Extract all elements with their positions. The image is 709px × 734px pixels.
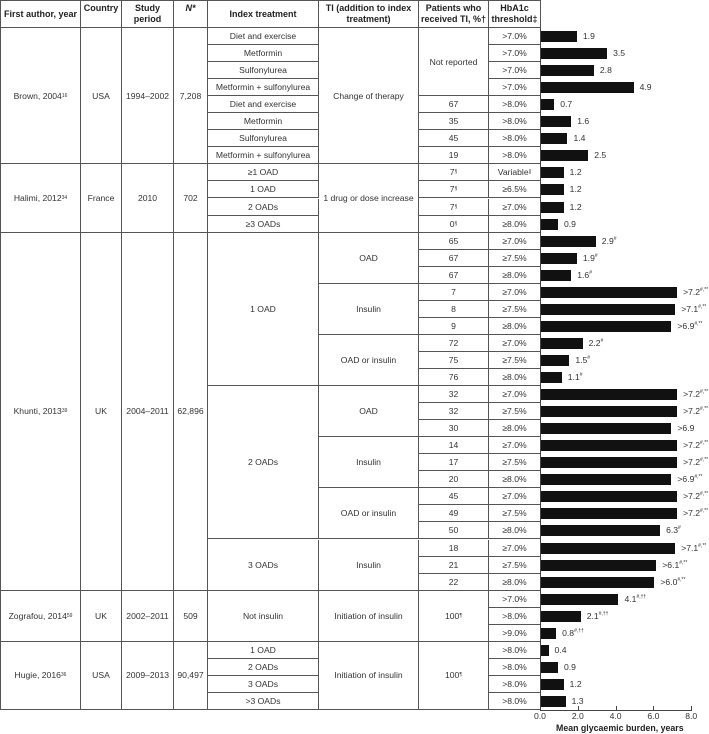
index-treatment: 1 OAD [208,233,319,386]
hba1c-threshold: >7.0% [489,45,541,62]
patients-pct: 7 § [419,164,489,181]
x-tick [540,706,541,710]
bar [541,150,588,161]
bar-value-label: 1.6# [577,269,592,280]
bar-value-label: 3.5 [613,48,626,59]
patients-pct: Not reported [419,28,489,96]
patients-pct: 49 [419,505,489,522]
hba1c-threshold: ≥8.0% [489,574,541,591]
index-treatment: 2 OADs [208,199,319,216]
bar [541,372,562,383]
hba1c-threshold: ≥7.0% [489,540,541,557]
bar [541,594,618,605]
bar [541,355,569,366]
bar [541,508,677,519]
study-author: Khunti, 2013 39 [0,233,81,591]
hba1c-threshold: ≥6.5% [489,181,541,198]
ti-group: Insulin [319,437,419,488]
bar [541,457,677,468]
bar-value-label: 1.4 [573,133,586,144]
patients-pct: 32 [419,403,489,420]
hba1c-threshold: >8.0% [489,130,541,147]
hba1c-threshold: ≥8.0% [489,267,541,284]
study-author: Zografou, 2014 59 [0,591,81,642]
hba1c-threshold: ≥8.0% [489,318,541,335]
hba1c-threshold: >8.0% [489,96,541,113]
bar-value-label: >6.9#,** [677,320,703,331]
header-country-text: Country [83,3,119,13]
ti-group: Initiation of insulin [319,591,419,642]
patients-pct: 20 [419,471,489,488]
bar-value-label: 1.2 [569,184,582,195]
hba1c-threshold: ≥7.0% [489,335,541,352]
index-treatment: ≥1 OAD [208,164,319,181]
ti-group: Initiation of insulin [319,642,419,710]
bar-value-label: 0.7 [560,99,573,110]
bar [541,287,677,298]
index-treatment: Diet and exercise [208,96,319,113]
hba1c-threshold: >7.0% [489,28,541,45]
hba1c-threshold: ≥7.0% [489,386,541,403]
hba1c-threshold: ≥7.5% [489,454,541,471]
bar [541,236,596,247]
hba1c-threshold: >8.0% [489,608,541,625]
bar-value-label: >7.2#,** [683,286,709,297]
patients-pct: 100 ¶ [419,591,489,642]
x-tick-label: 6.0 [647,711,660,721]
ti-group: Insulin [319,284,419,335]
index-treatment: >3 OADs [208,693,319,710]
bar [541,202,564,213]
index-treatment: 2 OADs [208,386,319,539]
hba1c-threshold: ≥8.0% [489,216,541,233]
study-n: 7,208 [174,28,208,164]
hba1c-threshold: ≥7.5% [489,505,541,522]
index-treatment: Metformin [208,113,319,130]
index-treatment: 3 OADs [208,676,319,693]
study-period: 2009–2013 [122,642,174,710]
bar [541,474,671,485]
bar-value-label: 1.2 [569,678,582,689]
index-treatment: Diet and exercise [208,28,319,45]
bar-value-label: 1.2 [569,167,582,178]
bar [541,645,549,656]
hba1c-threshold: ≥7.0% [489,284,541,301]
x-tick [578,706,579,710]
bar-value-label: >6.0#,** [660,576,686,587]
x-axis-label: Mean glycaemic burden, years [556,723,684,733]
bar-value-label: 1.1# [567,372,583,382]
patients-pct: 76 [419,369,489,386]
patients-pct: 30 [419,420,489,437]
bar-value-label: 0.9 [564,661,576,672]
patients-pct: 7 § [419,181,489,198]
header-ti [319,0,419,28]
hba1c-threshold: ≥7.0% [489,437,541,454]
bar [541,82,634,93]
bar-value-label: 1.9 [582,31,595,41]
bar [541,48,607,59]
study-author: Hugie, 2016 36 [0,642,81,710]
bar-value-label: >6.1#,** [662,559,688,570]
bar-value-label: 4.9 [639,82,652,93]
bar-value-label: >7.2#,** [683,406,709,417]
header-index [208,0,319,28]
ti-group: OAD or insulin [319,335,419,386]
bar [541,253,577,264]
bar [541,321,671,332]
patients-pct: 19 [419,147,489,164]
study-n: 702 [174,164,208,232]
patients-pct: 18 [419,540,489,557]
patients-pct: 67 [419,96,489,113]
x-tick-label: 8.0 [685,711,698,721]
bar-value-label: 6.3# [666,525,681,536]
study-author: Halimi, 2012 34 [0,164,81,232]
bar [541,304,675,315]
hba1c-threshold: ≥8.0% [489,420,541,437]
bar [541,184,564,195]
header-country [81,0,122,28]
bar [541,560,656,571]
ti-group: Insulin [319,540,419,591]
bar [541,543,675,554]
hba1c-threshold: >8.0% [489,113,541,130]
bar-value-label: >7.2#,** [683,440,709,451]
study-period: 2004–2011 [122,233,174,591]
hba1c-threshold: >7.0% [489,591,541,608]
patients-pct: 65 [419,233,489,250]
hba1c-threshold: ≥7.5% [489,301,541,318]
patients-pct: 22 [419,574,489,591]
bar-value-label: >7.2#,** [683,389,709,400]
patients-pct: 14 [419,437,489,454]
patients-pct: 50 [419,522,489,539]
bar [541,167,564,178]
x-tick [616,706,617,710]
index-treatment: Not insulin [208,591,319,642]
header-author-text: First author, year [3,8,78,19]
bar-value-label: 2.5 [594,150,607,161]
patients-pct: 17 [419,454,489,471]
bar-value-label: 2.9# [601,235,617,246]
index-treatment: Sulfonylurea [208,62,319,79]
bar [541,423,671,434]
header-patients [419,0,489,28]
bar [541,440,677,451]
study-country: UK [81,591,122,642]
hba1c-threshold: >8.0% [489,693,541,710]
hba1c-threshold: ≥7.0% [489,233,541,250]
hba1c-threshold: ≥8.0% [489,369,541,386]
patients-pct: 100 ¶ [419,642,489,710]
bar [541,491,677,502]
hba1c-threshold: >7.0% [489,62,541,79]
hba1c-threshold: ≥8.0% [489,471,541,488]
header-hba1c [489,0,541,28]
patients-pct: 7 § [419,199,489,216]
x-tick-label: 2.0 [571,711,584,721]
bar-value-label: >7.1#,** [681,303,707,314]
x-tick [653,706,654,710]
bar [541,628,556,639]
patients-pct: 72 [419,335,489,352]
index-treatment: 3 OADs [208,540,319,591]
bar [541,133,567,144]
header-hba1c-text: HbA1c threshold‡ [491,3,538,24]
bar-value-label: 0.4 [554,644,567,655]
study-n: 62,896 [174,233,208,591]
hba1c-threshold: >8.0% [489,659,541,676]
hba1c-threshold: >8.0% [489,676,541,693]
patients-pct: 35 [419,113,489,130]
patients-pct: 21 [419,557,489,574]
index-treatment: ≥3 OADs [208,216,319,233]
bar-value-label: 2.1#,†† [586,610,609,621]
hba1c-threshold: ≥7.0% [489,488,541,505]
bar-value-label: 1.2 [569,201,582,212]
ti-group: OAD or insulin [319,488,419,539]
bar-value-label: 1.5# [575,354,591,365]
bar [541,219,558,230]
bar [541,338,583,349]
study-author: Brown, 2004 16 [0,28,81,164]
bar [541,270,571,281]
bar [541,99,554,110]
hba1c-threshold: ≥7.5% [489,403,541,420]
bar [541,577,654,588]
x-tick [691,706,692,710]
index-treatment: Sulfonylurea [208,130,319,147]
study-country: France [81,164,122,232]
patients-pct: 0 § [419,216,489,233]
study-country: UK [81,233,122,591]
bar-value-label: >7.1#,** [681,542,707,553]
study-country: USA [81,642,122,710]
header-n-text: N* [185,3,196,13]
study-n: 90,497 [174,642,208,710]
study-period: 2010 [122,164,174,232]
header-index-text: Index treatment [229,8,297,19]
bar [541,31,577,42]
bar-value-label: >7.2#,** [683,508,709,519]
hba1c-threshold: ≥7.5% [489,250,541,267]
index-treatment: 2 OADs [208,659,319,676]
bar-value-label: 0.8#,†† [562,627,584,638]
header-author [0,0,81,28]
patients-pct: 45 [419,130,489,147]
patients-pct: 75 [419,352,489,369]
bar-value-label: 1.3 [571,695,584,706]
hba1c-threshold: ≥8.0% [489,522,541,539]
bar-value-label: >6.9#,** [677,474,703,485]
bar [541,679,564,690]
y-axis-line [540,28,541,711]
bar-value-label: >7.2#,** [683,491,709,502]
x-tick-label: 4.0 [609,711,622,721]
bar-value-label: 1.6 [577,116,590,127]
study-period: 2002–2011 [122,591,174,642]
hba1c-threshold: Variable || [489,164,541,181]
bar [541,65,594,76]
header-patients-text: Patients who received TI, %† [420,3,487,24]
bar [541,116,571,127]
bar-value-label: 2.8 [599,65,612,76]
patients-pct: 32 [419,386,489,403]
patients-pct: 8 [419,301,489,318]
bar [541,525,660,536]
hba1c-threshold: ≥7.0% [489,199,541,216]
study-n: 509 [174,591,208,642]
study-period: 1994–2002 [122,28,174,164]
study-country: USA [81,28,122,164]
ti-group: Change of therapy [319,28,419,164]
bar [541,662,558,673]
index-treatment: Metformin + sulfonylurea [208,79,319,96]
hba1c-threshold: >8.0% [489,642,541,659]
bar [541,406,677,417]
hba1c-threshold: >7.0% [489,79,541,96]
ti-group: 1 drug or dose increase [319,164,419,232]
patients-pct: 67 [419,250,489,267]
index-treatment: Metformin + sulfonylurea [208,147,319,164]
patients-pct: 45 [419,488,489,505]
bar-value-label: 1.9# [582,252,598,263]
ti-group: OAD [319,386,419,437]
patients-pct: 9 [419,318,489,335]
hba1c-threshold: >9.0% [489,625,541,642]
hba1c-threshold: >8.0% [489,147,541,164]
x-tick-label: 0.0 [534,711,546,721]
bar-value-label: 2.2# [588,337,604,348]
bar [541,389,677,400]
bar-value-label: >7.2#,** [683,457,709,468]
header-n [174,0,208,28]
header-period-text: Study period [133,3,162,24]
bar [541,611,581,622]
bar-value-label: >6.9 [677,423,695,434]
bar [541,696,566,707]
ti-group: OAD [319,233,419,284]
bar-value-label: 4.1#,†† [624,593,647,604]
patients-pct: 67 [419,267,489,284]
header-ti-text: TI (addition to index treatment) [325,3,412,24]
bar-value-label: 0.9 [564,218,576,229]
index-treatment: 1 OAD [208,642,319,659]
hba1c-threshold: ≥7.5% [489,557,541,574]
index-treatment: Metformin [208,45,319,62]
header-period [122,0,174,28]
index-treatment: 1 OAD [208,181,319,198]
patients-pct: 7 [419,284,489,301]
hba1c-threshold: ≥7.5% [489,352,541,369]
